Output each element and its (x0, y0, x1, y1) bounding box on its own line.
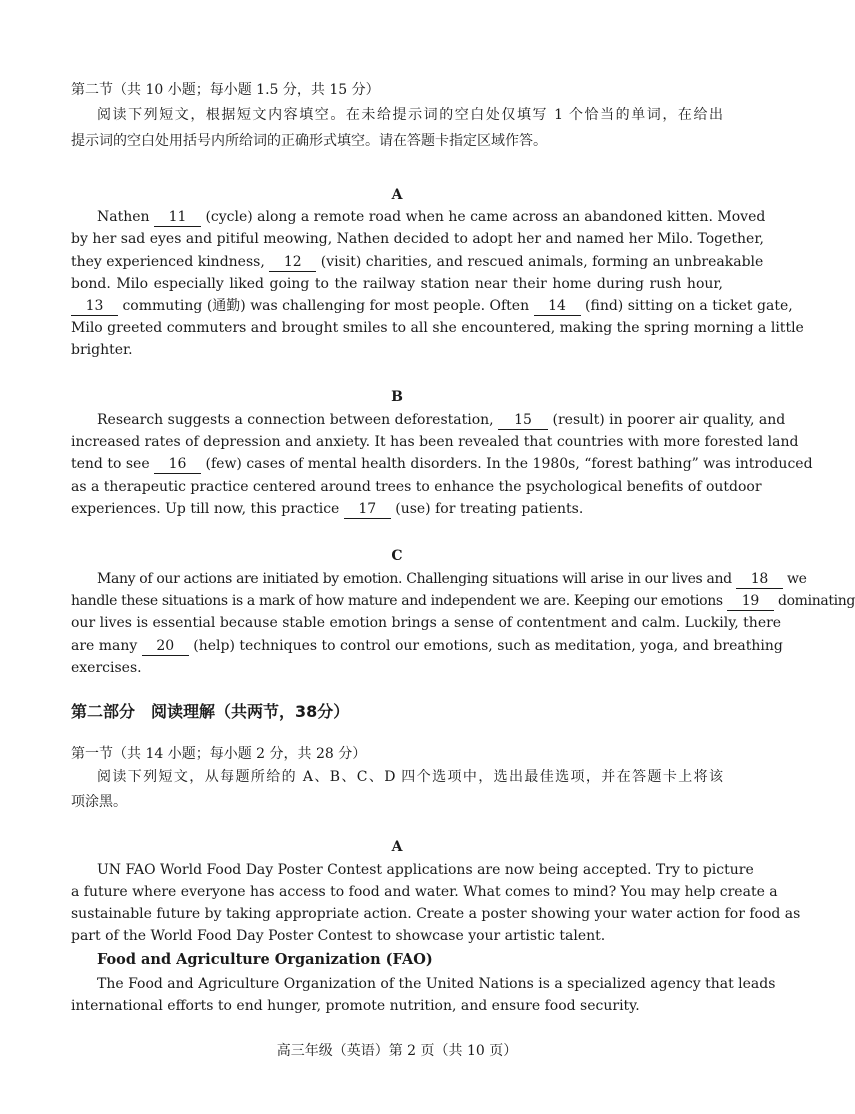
text-segment: (result) in poorer air quality, and (552, 412, 786, 428)
passage-line (97, 409, 786, 431)
text-segment: (few) cases of mental health disorders. In the 1980s, “forest bathing” was introduced (205, 456, 813, 472)
blank-16[interactable]: 16 (154, 455, 201, 474)
blank-20[interactable]: 20 (142, 637, 189, 656)
passage-line: brighter. (71, 342, 133, 358)
text-segment: are many (71, 638, 138, 654)
section-instruction: 提示词的空白处用括号内所给词的正确形式填空。请在答题卡指定区域作答。 (71, 133, 547, 149)
blank-17[interactable]: 17 (344, 500, 391, 519)
blank-14[interactable]: 14 (534, 297, 581, 316)
text-segment: we (786, 571, 807, 587)
section-instruction: 阅读下列短文，从每题所给的 A、B、C、D 四个选项中，选出最佳选项，并在答题卡上将该 (97, 769, 723, 785)
passage-line: sustainable future by taking appropriate action. Create a poster showing your water action for food as (71, 906, 801, 922)
passage-label: C (391, 548, 403, 564)
text-segment: (use) for treating patients. (395, 501, 584, 517)
page-footer: 高三年级（英语）第 2 页（共 10 页） (276, 1043, 518, 1059)
passage-line (71, 251, 764, 273)
text-segment: dominating (777, 593, 855, 609)
blank-18[interactable]: 18 (736, 570, 783, 589)
text-segment: Many of our actions are initiated by emotion. Challenging situations will arise in our lives and (97, 571, 732, 587)
text-segment: (find) sitting on a ticket gate, (585, 298, 793, 314)
passage-label: A (391, 839, 403, 855)
text-segment: handle these situations is a mark of how mature and independent we are. Keeping our emotions (71, 593, 723, 609)
text-segment: tend to see (71, 456, 150, 472)
passage-line: by her sad eyes and pitiful meowing, Nathen decided to adopt her and named her Milo. Together, (71, 231, 764, 247)
passage-line: The Food and Agriculture Organization of the United Nations is a specialized agency that leads (97, 976, 776, 992)
blank-13[interactable]: 13 (71, 297, 118, 316)
text-segment: commuting (通勤) was challenging for most people. Often (122, 298, 530, 314)
passage-line: UN FAO World Food Day Poster Contest applications are now being accepted. Try to picture (97, 862, 754, 878)
passage-line: increased rates of depression and anxiety. It has been revealed that countries with more forested land (71, 434, 799, 450)
passage-line (71, 453, 813, 475)
passage-line (71, 295, 793, 317)
blank-11[interactable]: 11 (154, 208, 201, 227)
passage-line: part of the World Food Day Poster Contest to showcase your artistic talent. (71, 928, 606, 944)
text-segment: they experienced kindness, (71, 254, 265, 270)
passage-line (97, 568, 807, 590)
passage-line (71, 635, 783, 657)
section-instruction: 阅读下列短文，根据短文内容填空。在未给提示词的空白处仅填写 1 个恰当的单词，在给出 (97, 107, 723, 123)
text-segment: Research suggests a connection between deforestation, (97, 412, 494, 428)
passage-line: Milo greeted commuters and brought smiles to all she encountered, making the spring morning a little (71, 320, 804, 336)
text-segment: experiences. Up till now, this practice (71, 501, 340, 517)
section-instruction: 项涂黑。 (71, 794, 127, 810)
passage-line: international efforts to end hunger, promote nutrition, and ensure food security. (71, 998, 640, 1014)
passage-line (97, 206, 766, 228)
passage-line: our lives is essential because stable emotion brings a sense of contentment and calm. Luckily, there (71, 615, 782, 631)
blank-12[interactable]: 12 (269, 253, 316, 272)
passage-line: a future where everyone has access to food and water. What comes to mind? You may help create a (71, 884, 778, 900)
text-segment: (help) techniques to control our emotions, such as meditation, yoga, and breathing (193, 638, 783, 654)
passage-line (71, 498, 723, 520)
text-segment: (visit) charities, and rescued animals, forming an unbreakable (320, 254, 764, 270)
blank-19[interactable]: 19 (727, 592, 774, 611)
passage-label: B (391, 389, 403, 405)
text-segment: (cycle) along a remote road when he came across an abandoned kitten. Moved (205, 209, 766, 225)
section-title: 第二节（共 10 小题；每小题 1.5 分，共 15 分） (71, 82, 380, 98)
passage-line (71, 590, 855, 612)
blank-15[interactable]: 15 (498, 411, 548, 430)
passage-line: exercises. (71, 660, 142, 676)
part-title: 第二部分 阅读理解（共两节，38分） (71, 702, 350, 721)
passage-line: bond. Milo especially liked going to the railway station near their home during rush hour, (71, 276, 723, 292)
text-segment: Nathen (97, 209, 150, 225)
section-title: 第一节（共 14 小题；每小题 2 分，共 28 分） (71, 746, 367, 762)
subheading: Food and Agriculture Organization (FAO) (97, 951, 433, 968)
passage-line: as a therapeutic practice centered around trees to enhance the psychological benefits of outdoor (71, 479, 762, 495)
passage-label: A (391, 187, 403, 203)
